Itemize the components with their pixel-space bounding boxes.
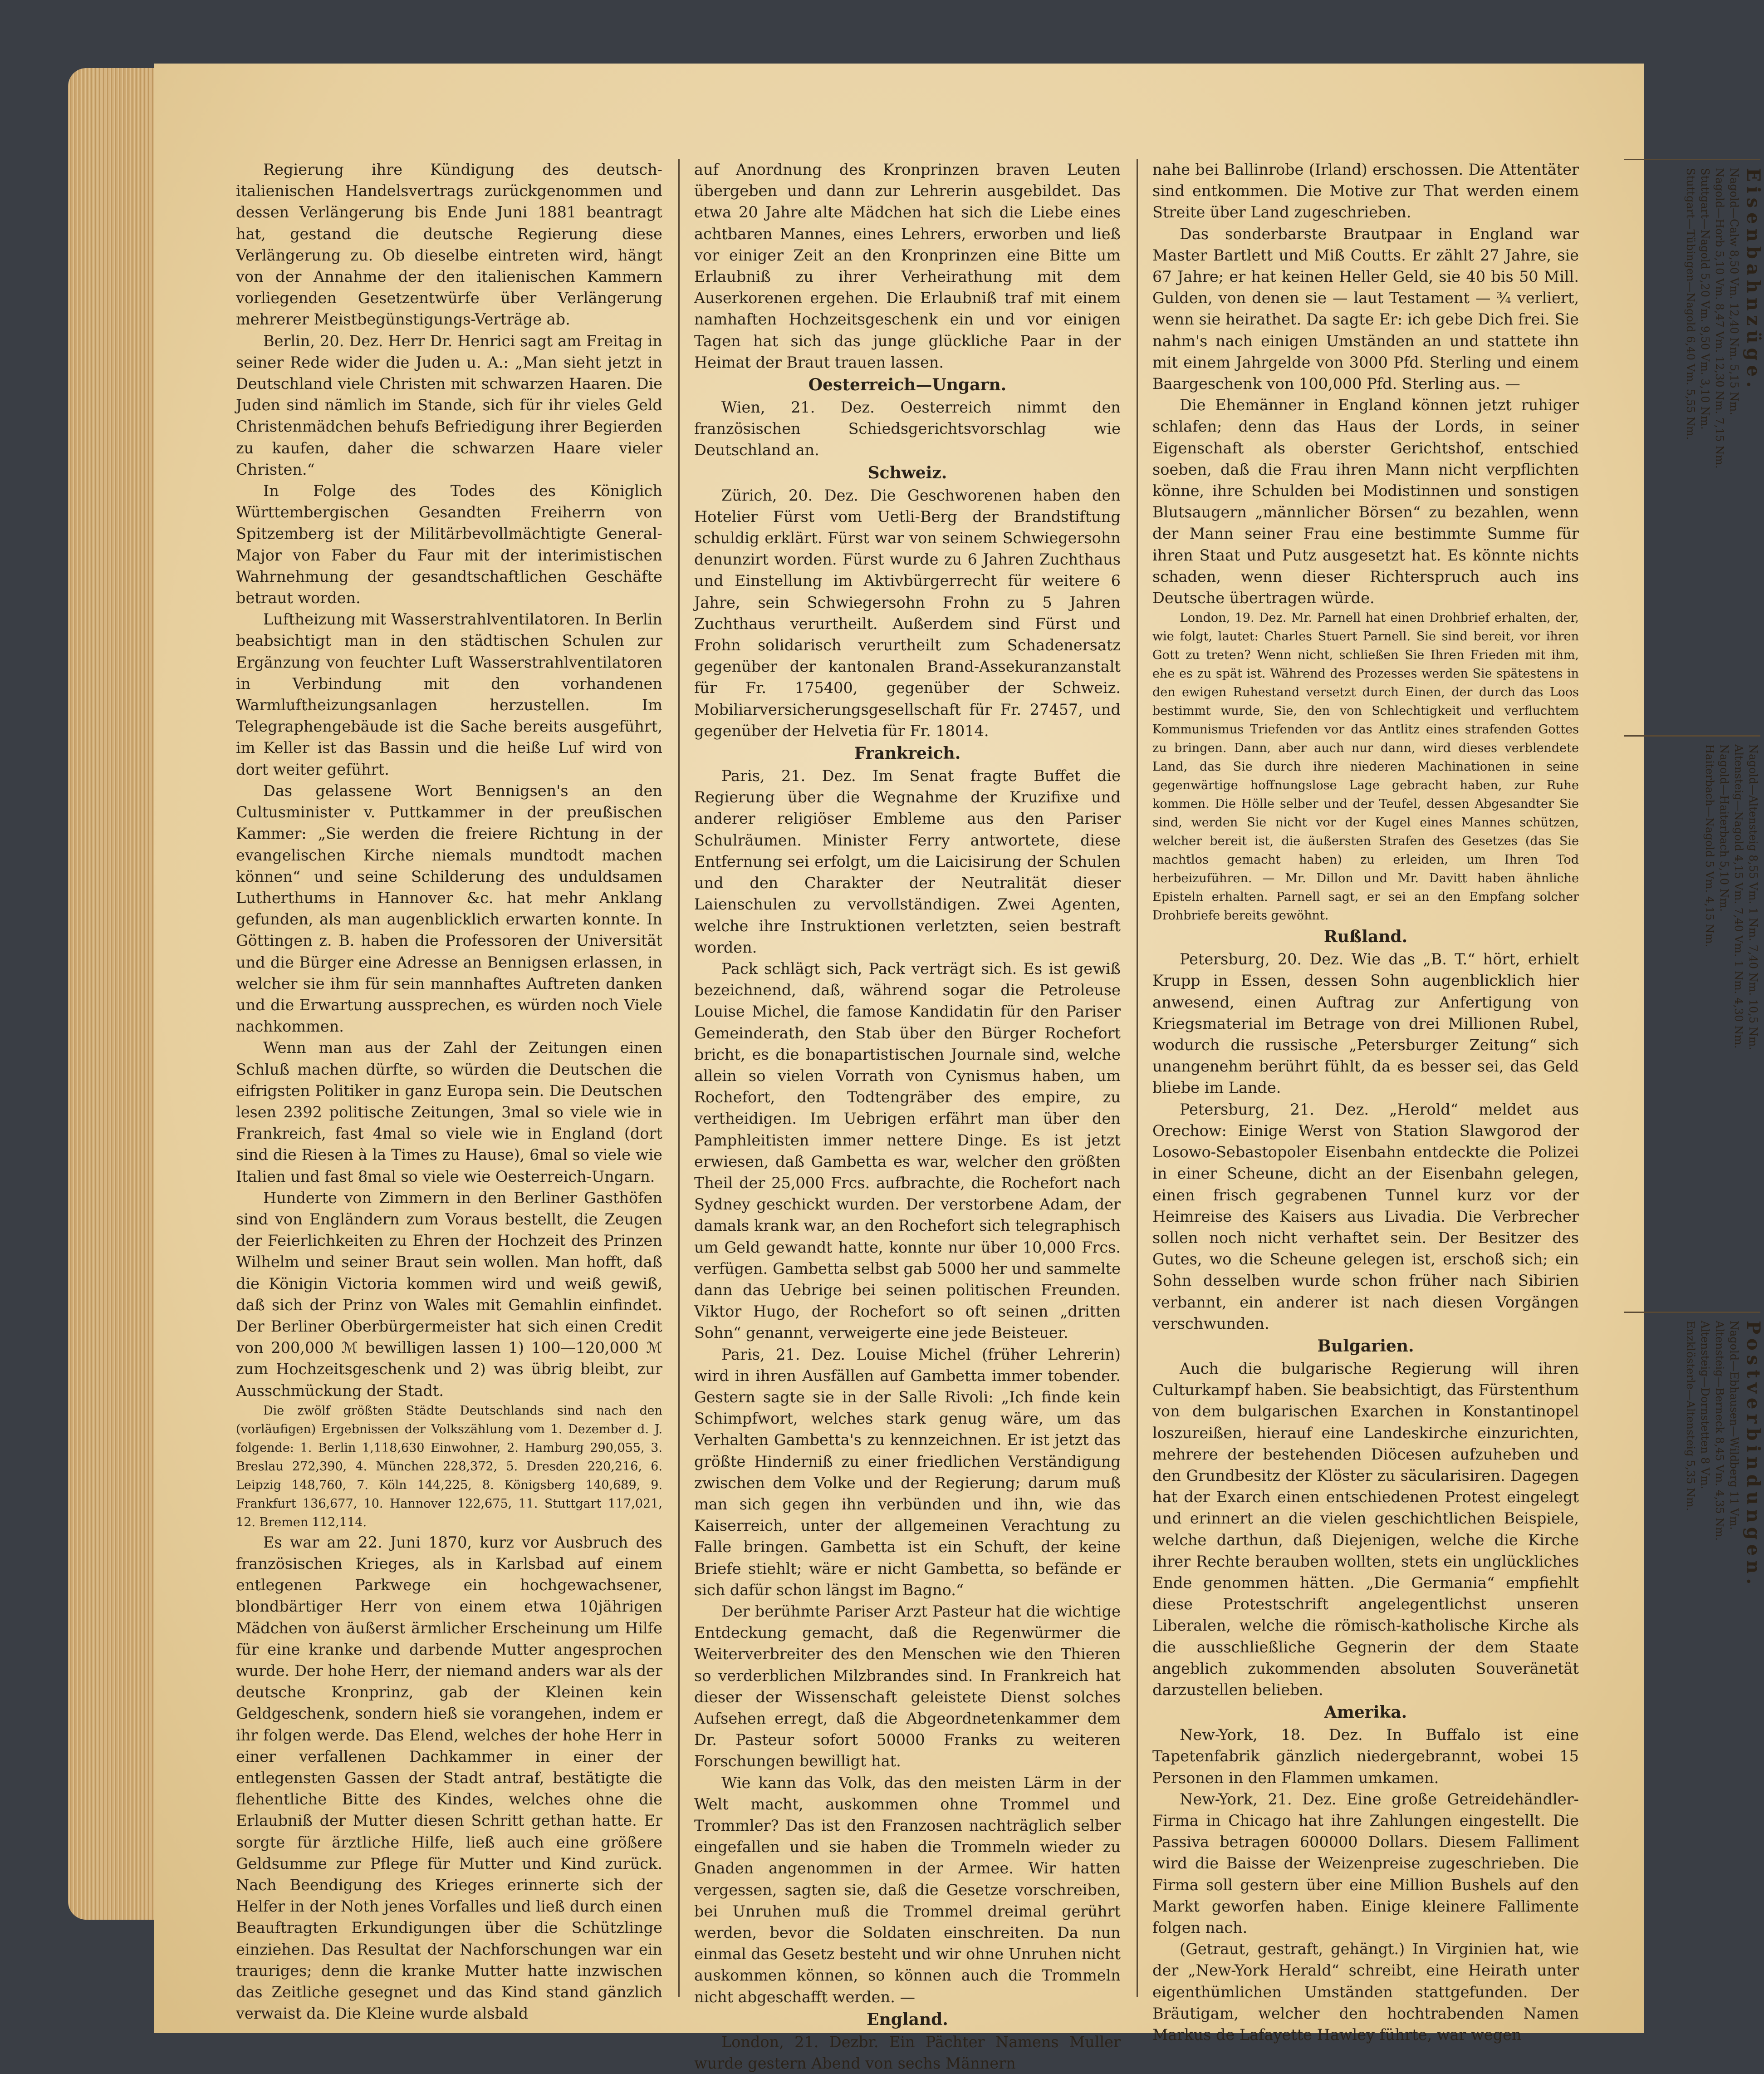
timetable-sidebar [1624,159,1764,1997]
timetable-line: Nagold—Haiterbach 5,10 Nm. [1718,744,1730,912]
section-heading: Bulgarien. [1317,1336,1414,1356]
text-columns [236,159,1764,2073]
section-heading: England. [867,2010,948,2029]
local-railway-rotated [1702,744,1760,1050]
section-heading: Frankreich. [854,744,961,763]
post-connections-box [1624,1321,1764,1879]
railway-timetable-rotated [1683,168,1764,469]
local-railway-box [1624,744,1760,1302]
article-paragraph: Petersburg, 20. Dez. Wie das „B. T.“ hört, erhielt Krupp in Essen, dessen Sohn augenblicklich hier anwesend, einen Auftrag zur Anfertigung von Kriegsmaterial im Betrage von drei Millionen Rubel, wodurch die russische „Petersburger Zeitung“ sich unangenehm berührt fühlt, da es besser sei, das Geld bliebe im Lande. [1152,950,1579,1097]
book-page-edges [68,68,159,1920]
section-heading: Oesterreich—Ungarn. [808,375,1007,395]
timetable-line: Altensteig—Berneck 8,45 Vm. 4,35 Nm. [1713,1321,1726,1541]
sidebar-divider [1624,735,1760,737]
article-paragraph: Auch die bulgarische Regierung will ihren Culturkampf haben. Sie beabsichtigt, das Fürstenthum von dem bulgarischen Exarchen in Konstantinopel loszureißen, hierauf eine Landeskirche einzurichten, mehrere der bestehenden Diöcesen aufzuheben und den Grundbesitz der Klöster zu säcularisiren. Dagegen hat der Exarch einen entschiedenen Protest eingelegt und erinnert an die vielen geschichtlichen Beispiele, welche darthun, daß Diejenigen, welche die Kirche ihrer Rechte berauben wollten, stets ein unglückliches Ende genommen hätten. „Die Germania“ empfiehlt diese Protestschrift angelegentlichst unseren Liberalen, welche die römisch-katholische Kirche als die ausschließliche Gegnerin der dem Staate angeblich zukommenden absoluten Souveränetät darzustellen belieben. [1152,1359,1579,1699]
article-paragraph: Petersburg, 21. Dez. „Herold“ meldet aus Orechow: Einige Werst von Station Slawgorod der Losowo-Sebastopoler Eisenbahn entdeckte die Polizei in einer Scheune, dicht an der Eisenbahn gelegen, einen frisch gegrabenen Tunnel kurz vor der Heimreise des Kaisers aus Livadia. Die Verbrecher sollen noch nicht verhaftet sein. Der Besitzer des Gutes, wo die Scheune gelegen ist, erschoß sich; ein Sohn desselben wurde schon früher nach Sibirien verbannt, ein anderer ist nach diesen Vorgängen verschwunden. [1152,1100,1579,1332]
railway-timetable-box [1624,168,1764,726]
article-paragraph: Wenn man aus der Zahl der Zeitungen einen Schluß machen dürfte, so würden die Deutschen die eifrigsten Politiker in ganz Europa sein. Die Deutschen lesen 2392 politische Zeitungen, 3mal so viele wie in Frankreich, fast 4mal so viele wie in England (dort sind die Riesen à la Times zu Hause), 6mal so viele wie Italien und fast 8mal so viele wie Oesterreich-Ungarn. [236,1039,662,1185]
article-paragraph: Paris, 21. Dez. Louise Michel (früher Lehrerin) wird in ihren Ausfällen auf Gambetta immer tobender. Gestern sagte sie in der Salle Rivoli: „Ich finde kein Schimpfwort, welches stark genug wäre, um das Verhalten Gambetta's zu kennzeichnen. Er ist jetzt das größte Hinderniß zu einer friedlichen Verständigung zwischen dem Volke und der Regierung; darum muß man sich gegen ihn verbünden und ihn, wie das Kaiserreich, unter der allgemeinen Verachtung zu Falle bringen. Gambetta ist ein Schuft, der keine Briefe stiehlt; wäre er nicht Gambetta, so befände er sich dafür schon längst im Bagno.“ [694,1345,1121,1599]
article-paragraph: Wien, 21. Dez. Oesterreich nimmt den französischen Schiedsgerichtsvorschlag wie Deutschland an. [694,398,1121,459]
article-paragraph: Paris, 21. Dez. Im Senat fragte Buffet die Regierung über die Wegnahme der Kruzifixe und anderer religiöser Embleme aus den Pariser Schulräumen. Minister Ferry antwortete, diese Entfernung sei erfolgt, um die Laicisirung der Schulen und den Charakter der Neutralität dieser Laienschulen zu vervollständigen. Zwei Agenten, welche ihre Instruktionen verletzten, seien bestraft worden. [694,767,1121,956]
section-heading: Schweiz. [867,463,947,482]
column-left [236,159,662,2023]
article-paragraph: Luftheizung mit Wasserstrahlventilatoren. In Berlin beabsichtigt man in den städtischen Schulen zur Ergänzung von feuchter Luft Wasserstrahlventilatoren in Verbindung mit den vorhandenen Warmluftheizungsanlagen herzustellen. Im Telegraphengebäude ist die Sache bereits ausgeführt, im Keller ist das Bassin und die heiße Luf wird von dort weiter geführt. [236,610,662,778]
article-paragraph: nahe bei Ballinrobe (Irland) erschossen. Die Attentäter sind entkommen. Die Motive zur That werden einem Streite über Land zugeschrieben. [1152,161,1579,221]
article-paragraph: Das gelassene Wort Bennigsen's an den Cultusminister v. Puttkammer in der preußischen Kammer: „Sie werden die freiere Richtung in der evangelischen Kirche niemals mundtodt machen können“ und seine Schilderung des unduldsamen Lutherthums in Hannover &c. hat mehr Anklang gefunden, als man augenblicklich erwarten konnte. In Göttingen z. B. haben die Professoren der Universität und die Bürger eine Adresse an Bennigsen erlassen, in welcher sie ihm für sein mannhaftes Auftreten danken und die Erwartung aussprechen, es würden noch Viele nachkommen. [236,781,662,1036]
timetable-line: Enzklösterle—Altensteig 5,35 Nm. [1684,1321,1697,1511]
article-paragraph: Es war am 22. Juni 1870, kurz vor Ausbruch des französischen Krieges, als in Karlsbad auf einem entlegenen Parkwege ein hochgewachsener, blondbärtiger Herr von einem etwa 10jährigen Mädchen von äußerst ärmlicher Erscheinung um Hilfe für eine kranke und darbende Mutter angesprochen wurde. Der hohe Herr, der niemand anders war als der deutsche Kronprinz, gab der Kleinen kein Geldgeschenk, sondern hieß sie vorangehen, indem er ihr folgen werde. Das Elend, welches der hohe Herr in einer verfallenen Dachkammer in einer der entlegensten Gassen der Stadt antraf, bestätigte die flehentliche Bitte des Kindes, welches ohne die Erlaubniß der Mutter diesen Schritt gethan hatte. Er sorgte für ärztliche Hilfe, ließ auch eine größere Geldsumme zur Pflege für Mutter und Kind zurück. Nach Beendigung des Krieges erinnerte sich der Helfer in der Noth jenes Vorfalles und ließ durch einen Beauftragten Erkundigungen über die Schützlinge einziehen. Das Resultat der Nachforschungen war ein trauriges; denn die kranke Mutter hatte inzwischen das Zeitliche gesegnet und das Kind stand gänzlich verwaist da. Die Kleine wurde alsbald [236,1533,662,2023]
post-connections-rotated [1683,1321,1764,1589]
newspaper-page [154,64,1764,2073]
timetable-line: Altensteig—Nagold 4,15 Vm. 7,40 Vm. 1 Nm. 4,30 Nm. [1732,744,1745,1049]
column-divider [1137,159,1138,1997]
timetable-line: Nagold—Altensteig 8,55 Vm. 1 Nm. 7,40 Nm. 10,5 Nm. [1747,744,1759,1051]
article-paragraph: Berlin, 20. Dez. Herr Dr. Henrici sagt am Freitag in seiner Rede wider die Juden u. A.: „Man sieht jetzt in Deutschland viele Christen mit schwarzen Haaren. Die Juden sind nämlich im Stande, sich für ihr vieles Geld Christenmädchen behufs Befriedigung ihrer Begierden zu kaufen, daher die schwarzen Haare vieler Christen.“ [236,332,662,478]
column-divider [678,159,680,1997]
small-print-paragraph: Die zwölf größten Städte Deutschlands sind nach den (vorläufigen) Ergebnissen der Volkszählung vom 1. Dezember d. J. folgende: 1. Berlin 1,118,630 Einwohner, 2. Hamburg 290,055, 3. Breslau 272,390, 4. München 228,372, 5. Dresden 220,216, 6. Leipzig 148,760, 7. Köln 144,225, 8. Königsberg 140,689, 9. Frankfurt 136,677, 10. Hannover 122,675, 11. Stuttgart 117,021, 12. Bremen 112,114. [236,1403,662,1529]
timetable-line: Altensteig—Dornstetten 8 Vm. [1699,1321,1711,1489]
timetable-line: Haiterbach—Nagold 5 Vm. 4,15 Nm. [1703,744,1716,948]
post-connections-title: Postverbindungen. [1743,1321,1764,1589]
article-paragraph: Wie kann das Volk, das den meisten Lärm in der Welt macht, auskommen ohne Trommel und Trommler? Das ist den Franzosen nachträglich selber eingefallen und sie haben die Trommeln wieder zu Gnaden angenommen in der Armee. Wir hatten vergessen, sagten sie, daß die Gesetze vorschreiben, bei Unruhen muß die Trommel dreimal gerührt werden, bevor die Soldaten einschreiten. Da nun einmal das Gesetz besteht und wir ohne Unruhen nicht auskommen können, so können auch die Trommeln nicht abgeschafft werden. — [694,1774,1121,2006]
article-paragraph: (Getraut, gestraft, gehängt.) In Virginien hat, wie der „New-York Herald“ schreibt, eine Heirath unter eigenthümlichen Umständen stattgefunden. Der Bräutigam, welcher den hochtrabenden Namen Markus de Lafayette Hawley führte, war wegen [1152,1940,1579,2044]
article-paragraph: Die Ehemänner in England können jetzt ruhiger schlafen; denn das Haus der Lords, in seiner Eigenschaft als oberster Gerichtshof, entschied soeben, daß die Frau ihren Mann nicht verpflichten könne, ihre Schulden bei Modistinnen und sonstigen Blutsaugern „männlicher Börsen“ zu bezahlen, wenn der Mann seiner Frau eine bestimmte Summe für ihren Staat und Putz ausgesetzt hat. Es könnte nichts schaden, wenn dieser Richterspruch auch ins Deutsche übertragen würde. [1152,396,1579,607]
article-paragraph: Das sonderbarste Brautpaar in England war Master Bartlett und Miß Coutts. Er zählt 27 Jahre, sie 67 Jahre; er hat keinen Heller Geld, sie 40 bis 50 Mill. Gulden, von denen sie — laut Testament — ¾ verliert, wenn sie heirathet. Da sagte Er: ich gebe Dich frei. Sie nahm's nach einigen Umständen an und stattete ihn mit einem Jahrgelde von 3000 Pfd. Sterling und einem Baargeschenk von 100,000 Pfd. Sterling aus. — [1152,225,1579,393]
article-paragraph: London, 21. Dezbr. Ein Pächter Namens Muller wurde gestern Abend von sechs Männern [694,2033,1121,2073]
article-paragraph: auf Anordnung des Kronprinzen braven Leuten übergeben und dann zur Lehrerin ausgebildet. Das etwa 20 Jahre alte Mädchen hat sich die Liebe eines achtbaren Mannes, eines Lehrers, erworben und ließ vor einiger Zeit an den Kronprinzen eine Bitte um Erlaubniß zu ihrer Verheirathung mit dem Auserkorenen ergehen. Die Erlaubniß traf mit einem namhaften Hochzeitsgeschenk ein und vor einigen Tagen hat sich das junge glückliche Paar in der Heimat der Braut trauen lassen. [694,161,1121,371]
column-right [1152,159,1579,2044]
article-paragraph: Der berühmte Pariser Arzt Pasteur hat die wichtige Entdeckung gemacht, daß die Regenwürmer die Weiterverbreiter des den Menschen wie den Thieren so verderblichen Milzbrandes sind. In Frankreich hat dieser der Wissenschaft geleistete Dienst solches Aufsehen erregt, daß die Abgeordnetenkammer dem Dr. Pasteur sofort 50000 Franks zu weiteren Forschungen bewilligt hat. [694,1602,1121,1770]
article-paragraph: In Folge des Todes des Königlich Württembergischen Gesandten Freiherrn von Spitzemberg ist der Militärbevollmächtigte General-Major von Faber du Faur mit der interimistischen Wahrnehmung der gesandtschaftlichen Geschäfte betraut worden. [236,482,662,607]
article-paragraph: New-York, 21. Dez. Eine große Getreidehändler-Firma in Chicago hat ihre Zahlungen eingestellt. Die Passiva betragen 600000 Dollars. Diesem Falliment wird die Baisse der Weizenpreise zugeschrieben. Die Firma soll gestern über eine Million Bushels auf den Markt geworfen haben. Einige kleinere Fallimente folgen nach. [1152,1790,1579,1936]
article-paragraph: New-York, 18. Dez. In Buffalo ist eine Tapetenfabrik gänzlich niedergebrannt, wobei 15 Personen in den Flammen umkamen. [1152,1726,1579,1787]
timetable-line: Nagold—Calw 8,50 Vm. 12,40 Nm. 5,15 Nm. [1728,168,1740,415]
timetable-line: Nagold—Horb 5,10 Vm. 8,47 Vm. 12,30 Nm. 7,15 Nm. [1713,168,1726,469]
article-paragraph: Pack schlägt sich, Pack verträgt sich. Es ist gewiß bezeichnend, daß, während sogar die Petroleuse Louise Michel, die famose Kandidatin für den Pariser Gemeinderath, den Stab über den Bürger Rochefort bricht, es die bonapartistischen Journale sind, welche allein so vielen Vorrath von Cynismus haben, um Rochefort, den Todtengräber des empire, zu vertheidigen. Im Uebrigen erfährt man über den Pamphleitisten immer nettere Dinge. Es ist jetzt erwiesen, daß Gambetta es war, welcher den größten Theil der 25,000 Frcs. aufbrachte, die Rochefort nach Sydney geschickt wurden. Der verstorbene Adam, der damals krank war, an den Rochefort sich telegraphisch um Geld gewandt hatte, konnte nur über 10,000 Frcs. verfügen. Gambetta selbst gab 5000 her und sammelte dann das Uebrige bei seinen politischen Freunden. Viktor Hugo, der Rochefort so oft seinen „dritten Sohn“ genannt, verweigerte eine jede Beisteuer. [694,959,1121,1342]
sidebar-divider [1624,159,1760,160]
section-heading: Rußland. [1323,927,1408,947]
timetable-line: Stuttgart—Tübingen—Nagold 6,40 Vm. 5,55 Nm. [1684,168,1697,440]
article-paragraph: Hunderte von Zimmern in den Berliner Gasthöfen sind von Engländern zum Voraus bestellt, die Zeugen der Feierlichkeiten zu Ehren der Hochzeit des Prinzen Wilhelm und seiner Braut sein wollen. Man hofft, daß die Königin Victoria kommen wird und weiß gewiß, daß sich der Prinz von Wales mit Gemahlin einfindet. Der Berliner Oberbürgermeister hat sich einen Credit von 200,000 ℳ bewilligen lassen 1) 100—120,000 ℳ zum Hochzeitsgeschenk und 2) was übrig bleibt, zur Ausschmückung der Stadt. [236,1189,662,1400]
sidebar-divider [1624,1312,1760,1313]
small-print-paragraph: London, 19. Dez. Mr. Parnell hat einen Drohbrief erhalten, der, wie folgt, lautet: Charles Stuert Parnell. Sie sind bereit, vor ihren Gott zu treten? Wenn nicht, schließen Sie Ihren Frieden mit ihm, ehe es zu spät ist. Während des Prozesses werden Sie spätestens in den ewigen Ruhestand versetzt durch Einen, der durch das Loos bestimmt wurde, Sie, den von Schlechtigkeit und verfluchtem Kommunismus Triefenden vor das Antlitz eines strafenden Gottes zu bringen. Dann, aber auch nur dann, wird dieses verblendete Land, das Sie durch ihre niederen Machinationen in seine gegenwärtige hoffnungslose Lage gebracht haben, zur Ruhe kommen. Die Hölle selber und der Teufel, dessen Abgesandter Sie sind, werden Sie nicht vor der Kugel eines Mannes schützen, welcher bereit ist, die äußersten Strafen des Gesetzes (das Sie machtlos gemacht haben) zu erleiden, um Ihren Tod herbeizuführen. — Mr. Dillon und Mr. Davitt haben ähnliche Episteln erhalten. Parnell sagt, er sei an den Empfang solcher Drohbriefe bereits gewöhnt. [1152,611,1579,923]
timetable-line: Nagold—Ebhausen—Wildberg 11 Vm. [1728,1321,1740,1530]
column-middle [694,159,1121,2073]
article-paragraph: Zürich, 20. Dez. Die Geschworenen haben den Hotelier Fürst vom Uetli-Berg der Brandstiftung schuldig erklärt. Fürst war von seinem Schwiegersohn denunzirt worden. Fürst wurde zu 6 Jahren Zuchthaus und Einstellung im Aktivbürgerrecht für weitere 6 Jahre, sein Schwiegersohn Frohn zu 5 Jahren Zuchthaus verurtheilt. Außerdem sind Fürst und Frohn solidarisch verurtheilt zum Schadenersatz gegenüber der kantonalen Brand-Assekuranzanstalt für Fr. 175400, gegenüber der Schweiz. Mobiliarversicherungsgesellschaft für Fr. 27457, und gegenüber der Helvetia für Fr. 18014. [694,486,1121,740]
article-paragraph: Regierung ihre Kündigung des deutsch-italienischen Handelsvertrags zurückgenommen und dessen Verlängerung bis Ende Juni 1881 beantragt hat, gestand die deutsche Regierung diese Verlängerung zu. Ob dieselbe eintreten wird, hängt von der Annahme der den italienischen Kammern vorliegenden Gesetzentwürfe über Verlängerung mehrerer Meistbegünstigungs-Verträge ab. [236,161,662,329]
timetable-line: Stuttgart—Nagold 5,20 Vm. 9,50 Vm. 3,10 Nm. [1699,168,1711,430]
section-heading: Amerika. [1324,1703,1407,1722]
railway-timetable-title: Eisenbahnzüge. [1743,168,1764,392]
